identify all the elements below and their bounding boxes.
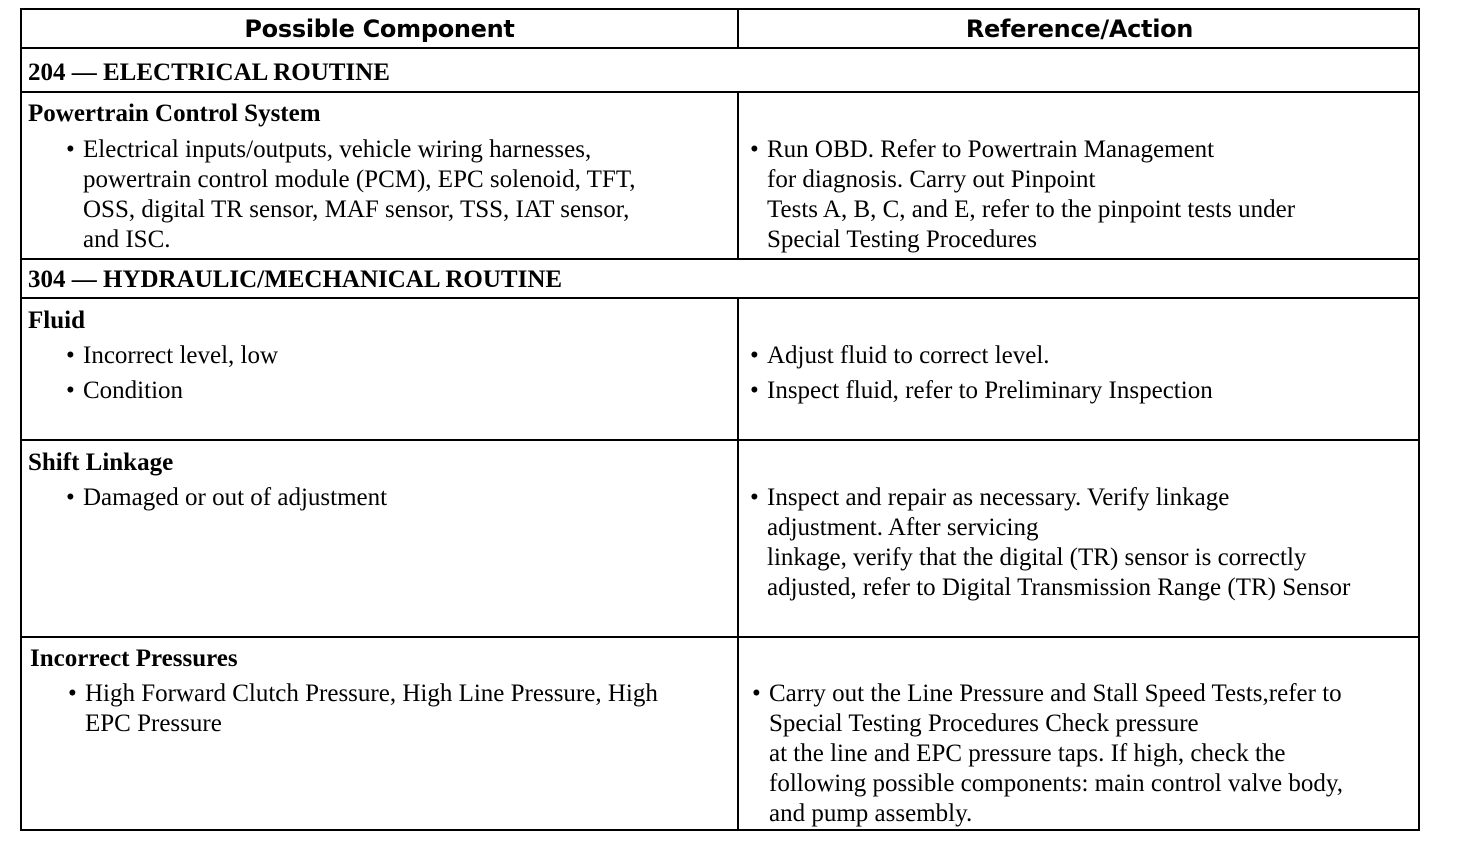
column-divider bbox=[737, 91, 739, 259]
action-text: Carry out the Line Pressure and Stall Speed Tests,refer to Special Testing Procedures Check pressure at the line and EPC pressure taps. If high, check the following possible components: main control valve body, and pump assembly. bbox=[769, 680, 1343, 827]
bullet-icon: • bbox=[750, 484, 759, 511]
section-title-hydraulic: 304 — HYDRAULIC/MECHANICAL ROUTINE bbox=[28, 266, 563, 293]
component-text: Electrical inputs/outputs, vehicle wiring harnesses, powertrain control module (PCM), EPC solenoid, TFT, OSS, digital TR sensor, MAF sensor, TSS, IAT sensor, and ISC. bbox=[83, 136, 636, 253]
action-text: Run OBD. Refer to Powertrain Management for diagnosis. Carry out Pinpoint Tests A, B, C, and E, refer to the pinpoint tests under Special Testing Procedures bbox=[767, 136, 1296, 253]
action-text: Adjust fluid to correct level. bbox=[767, 342, 1050, 369]
action-text: Inspect fluid, refer to Preliminary Inspection bbox=[767, 377, 1213, 404]
component-text: Damaged or out of adjustment bbox=[83, 484, 388, 511]
section-title-electrical: 204 — ELECTRICAL ROUTINE bbox=[28, 59, 390, 86]
group-powertrain-control-system: Powertrain Control System bbox=[28, 100, 321, 127]
bullet-icon: • bbox=[750, 136, 759, 163]
row-divider bbox=[20, 439, 1420, 441]
group-fluid: Fluid bbox=[28, 307, 85, 334]
column-divider bbox=[737, 297, 739, 831]
bullet-icon: • bbox=[68, 680, 77, 707]
bullet-icon: • bbox=[66, 377, 75, 404]
component-text: High Forward Clutch Pressure, High Line Pressure, High EPC Pressure bbox=[85, 680, 658, 737]
action-text: Inspect and repair as necessary. Verify linkage adjustment. After servicing linkage, verify that the digital (TR) sensor is correctly adjusted, refer to Digital Transmission Range (TR) Sensor bbox=[767, 484, 1351, 601]
bullet-icon: • bbox=[66, 484, 75, 511]
header-divider bbox=[20, 47, 1420, 49]
row-divider bbox=[20, 297, 1420, 299]
header-possible-component: Possible Component bbox=[244, 15, 515, 43]
bullet-icon: • bbox=[750, 342, 759, 369]
bullet-icon: • bbox=[66, 136, 75, 163]
group-incorrect-pressures: Incorrect Pressures bbox=[30, 645, 238, 672]
row-divider bbox=[20, 91, 1420, 93]
bullet-icon: • bbox=[752, 680, 761, 707]
group-shift-linkage: Shift Linkage bbox=[28, 449, 174, 476]
bullet-icon: • bbox=[66, 342, 75, 369]
bullet-icon: • bbox=[750, 377, 759, 404]
component-text: Incorrect level, low bbox=[83, 342, 279, 369]
row-divider bbox=[20, 258, 1420, 260]
row-divider bbox=[20, 636, 1420, 638]
header-reference-action: Reference/Action bbox=[965, 15, 1194, 43]
component-text: Condition bbox=[83, 377, 184, 404]
